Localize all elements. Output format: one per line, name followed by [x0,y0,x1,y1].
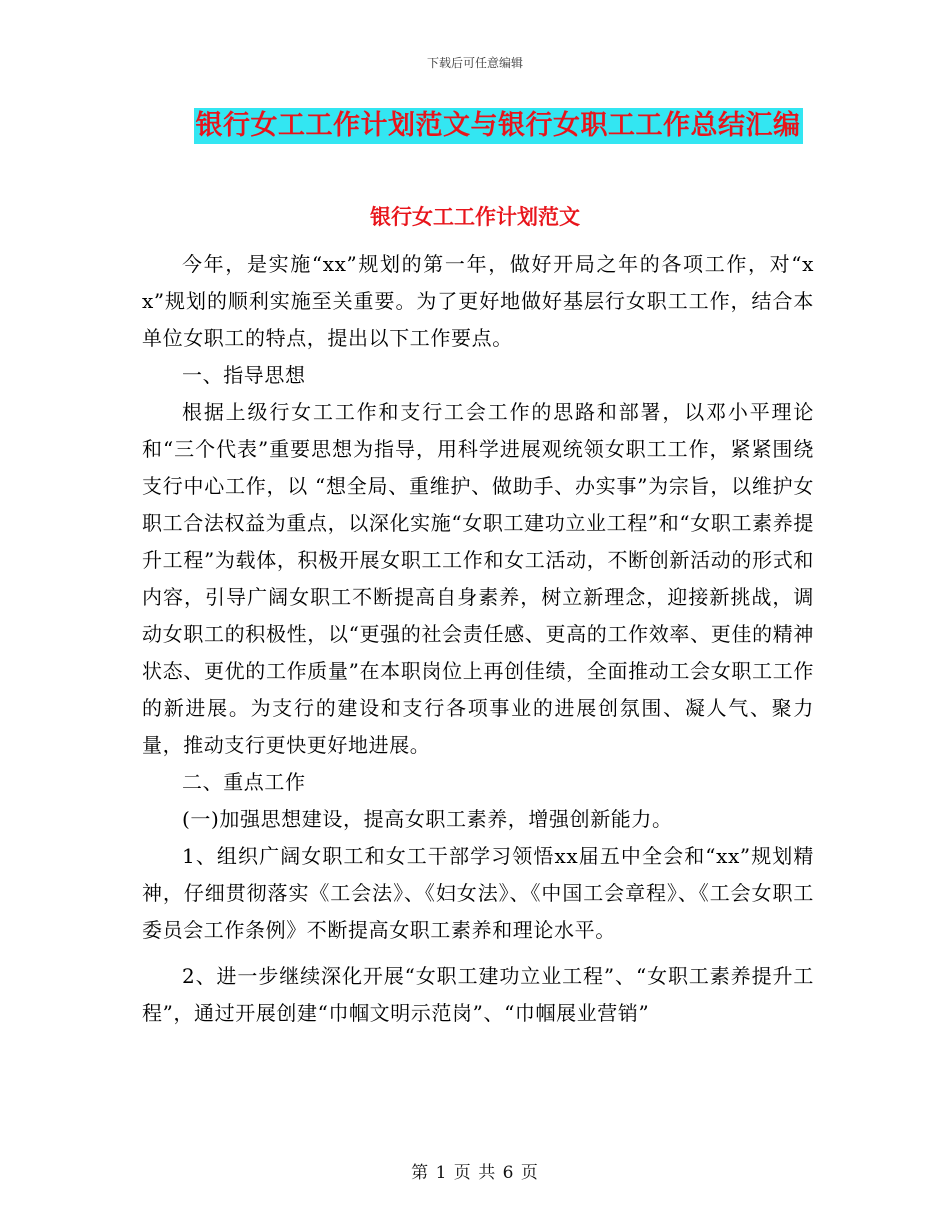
section-title: 银行女工工作计划范文 [370,204,580,229]
paragraph-intro: 今年，是实施“xx”规划的第一年，做好开局之年的各项工作，对“xx”规划的顺利实施至关重要。为了更好地做好基层行女职工工作，结合本单位女职工的特点，提出以下工作要点。 [142,252,814,350]
document-title-container [0,108,950,144]
paragraph-item-1: 1、组织广阔女职工和女工干部学习领悟xx届五中全会和“xx”规划精神，仔细贯彻落实《工会法》、《妇女法》、《中国工会章程》、《工会女职工委员会工作条例》不断提高女职工素养和理论水平。 [142,844,814,942]
paragraph-item-2: 2、进一步继续深化开展“女职工建功立业工程”、“女职工素养提升工程”，通过开展创建“巾帼文明示范岗”、“巾帼展业营销” [142,964,814,1025]
page-header-note: 下载后可任意编辑 [426,56,523,70]
paragraph-guiding-ideology: 根据上级行女工工作和支行工会工作的思路和部署，以邓小平理论和“三个代表”重要思想为指导，用科学进展观统领女职工工作，紧紧围绕支行中心工作，以 “想全局、重维护、做助手、办实事”为宗旨，以维护女职工合法权益为重点，以深化实施“女职工建功立业工程”和“女职工素养提升工程”为载体，积极开展女职工工作和女工活动，不断创新活动的形式和内容，引导广阔女职工不断提高自身素养，树立新理念，迎接新挑战，调动女职工的积极性，以“更强的社会责任感、更高的工作效率、更佳的精神状态、更优的工作质量”在本职岗位上再创佳绩，全面推动工会女职工工作的新进展。为支行的建设和支行各项事业的进展创氛围、凝人气、聚力量，推动支行更快更好地进展。 [142,400,814,757]
document-body [142,246,814,1032]
document-title: 银行女工工作计划范文与银行女职工工作总结汇编 [194,108,803,144]
heading-guiding-ideology: 一、指导思想 [182,363,306,387]
page-footer: 第 1 页 共 6 页 [411,1163,539,1183]
heading-key-work: 二、重点工作 [182,770,306,794]
subheading-ideological-building: (一)加强思想建设，提高女职工素养，增强创新能力。 [182,807,673,831]
